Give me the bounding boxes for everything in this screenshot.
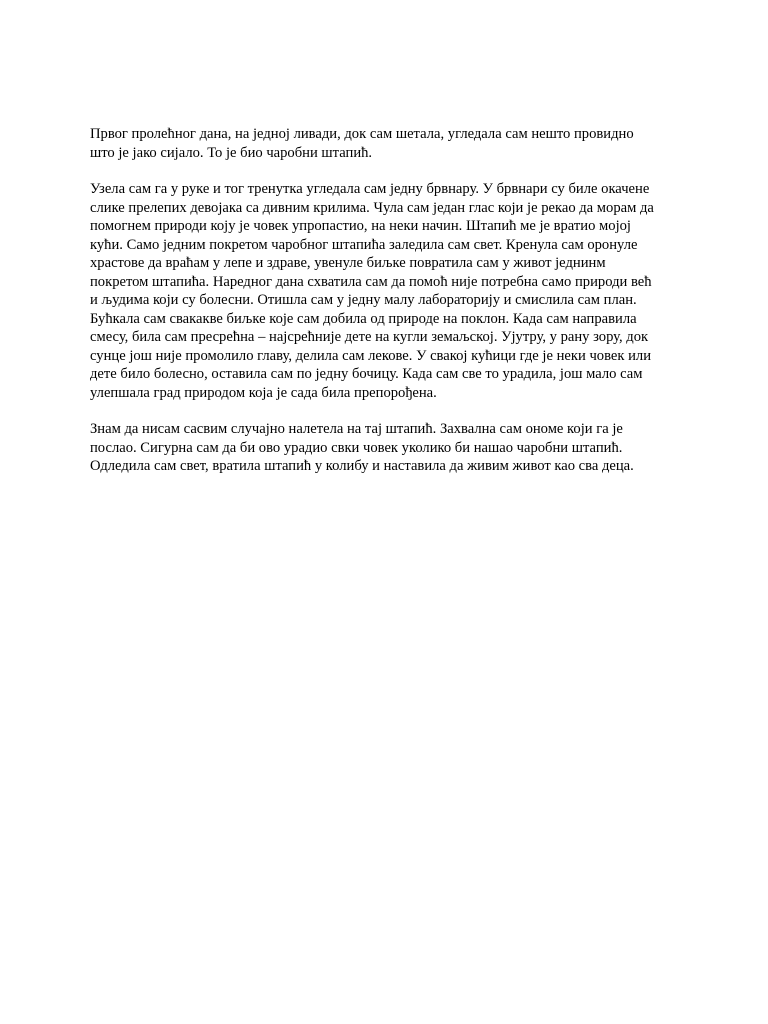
text-line: храстове да враћам у лепе и здраве, увенуле биљке повратила сам у живот једнинм <box>90 255 606 271</box>
text-line: послао. Сигурна сам да би ово урадио свки човек уколико би нашао чаробни штапић. <box>90 439 623 456</box>
text-line: слике прелепих девојака са дивним крилима. Чула сам један глас који је рекао да морам да <box>90 199 654 216</box>
text-line: дете било болесно, оставила сам по једну бочицу. Када сам све то урадила, још мало сам <box>90 366 643 382</box>
text-line: што је јако сијало. То је био чаробни штапић. <box>90 144 373 161</box>
text-line: кући. Само једним покретом чаробног штапића заледила сам свет. Кренула сам оронуле <box>90 236 638 253</box>
text-line: покретом штапића. Наредног дана схватила сам да помоћ није потребна само природи већ <box>90 273 652 290</box>
text-line: сунце још није промолило главу, делила сам лекове. У свакој кућици где је неки човек или <box>90 347 652 364</box>
paragraph-1 <box>90 125 730 162</box>
document-body <box>90 125 730 494</box>
text-line: Првог пролећног дана, на једној ливади, док сам шетала, угледала сам нешто провидно <box>90 126 634 142</box>
text-line: Узела сам га у руке и тог тренутка угледала сам једну брвнару. У брвнари су биле окачене <box>90 181 650 197</box>
text-line: и људима који су болесни. Отишла сам у једну малу лабораторију и смислила сам план. <box>90 292 637 308</box>
text-line: помогнем природи коју је човек упропастио, на неки начин. Штапић ме је вратио мојој <box>90 218 631 234</box>
text-line: смесу, била сам пресрећна – најсрећније дете на кугли земаљској. Ујутру, у рану зору, док <box>90 329 649 345</box>
text-line: Бућкала сам свакакве биљке које сам добила од природе на поклон. Када сам направила <box>90 310 637 327</box>
text-line: улепшала град природом која је сада била препорођена. <box>90 384 437 401</box>
paragraph-3 <box>90 420 730 476</box>
paragraph-2 <box>90 180 730 402</box>
text-line: Одледила сам свет, вратила штапић у колибу и наставила да живим живот као сва деца. <box>90 458 634 474</box>
text-line: Знам да нисам сасвим случајно налетела на тај штапић. Захвална сам ономе који га је <box>90 421 623 437</box>
